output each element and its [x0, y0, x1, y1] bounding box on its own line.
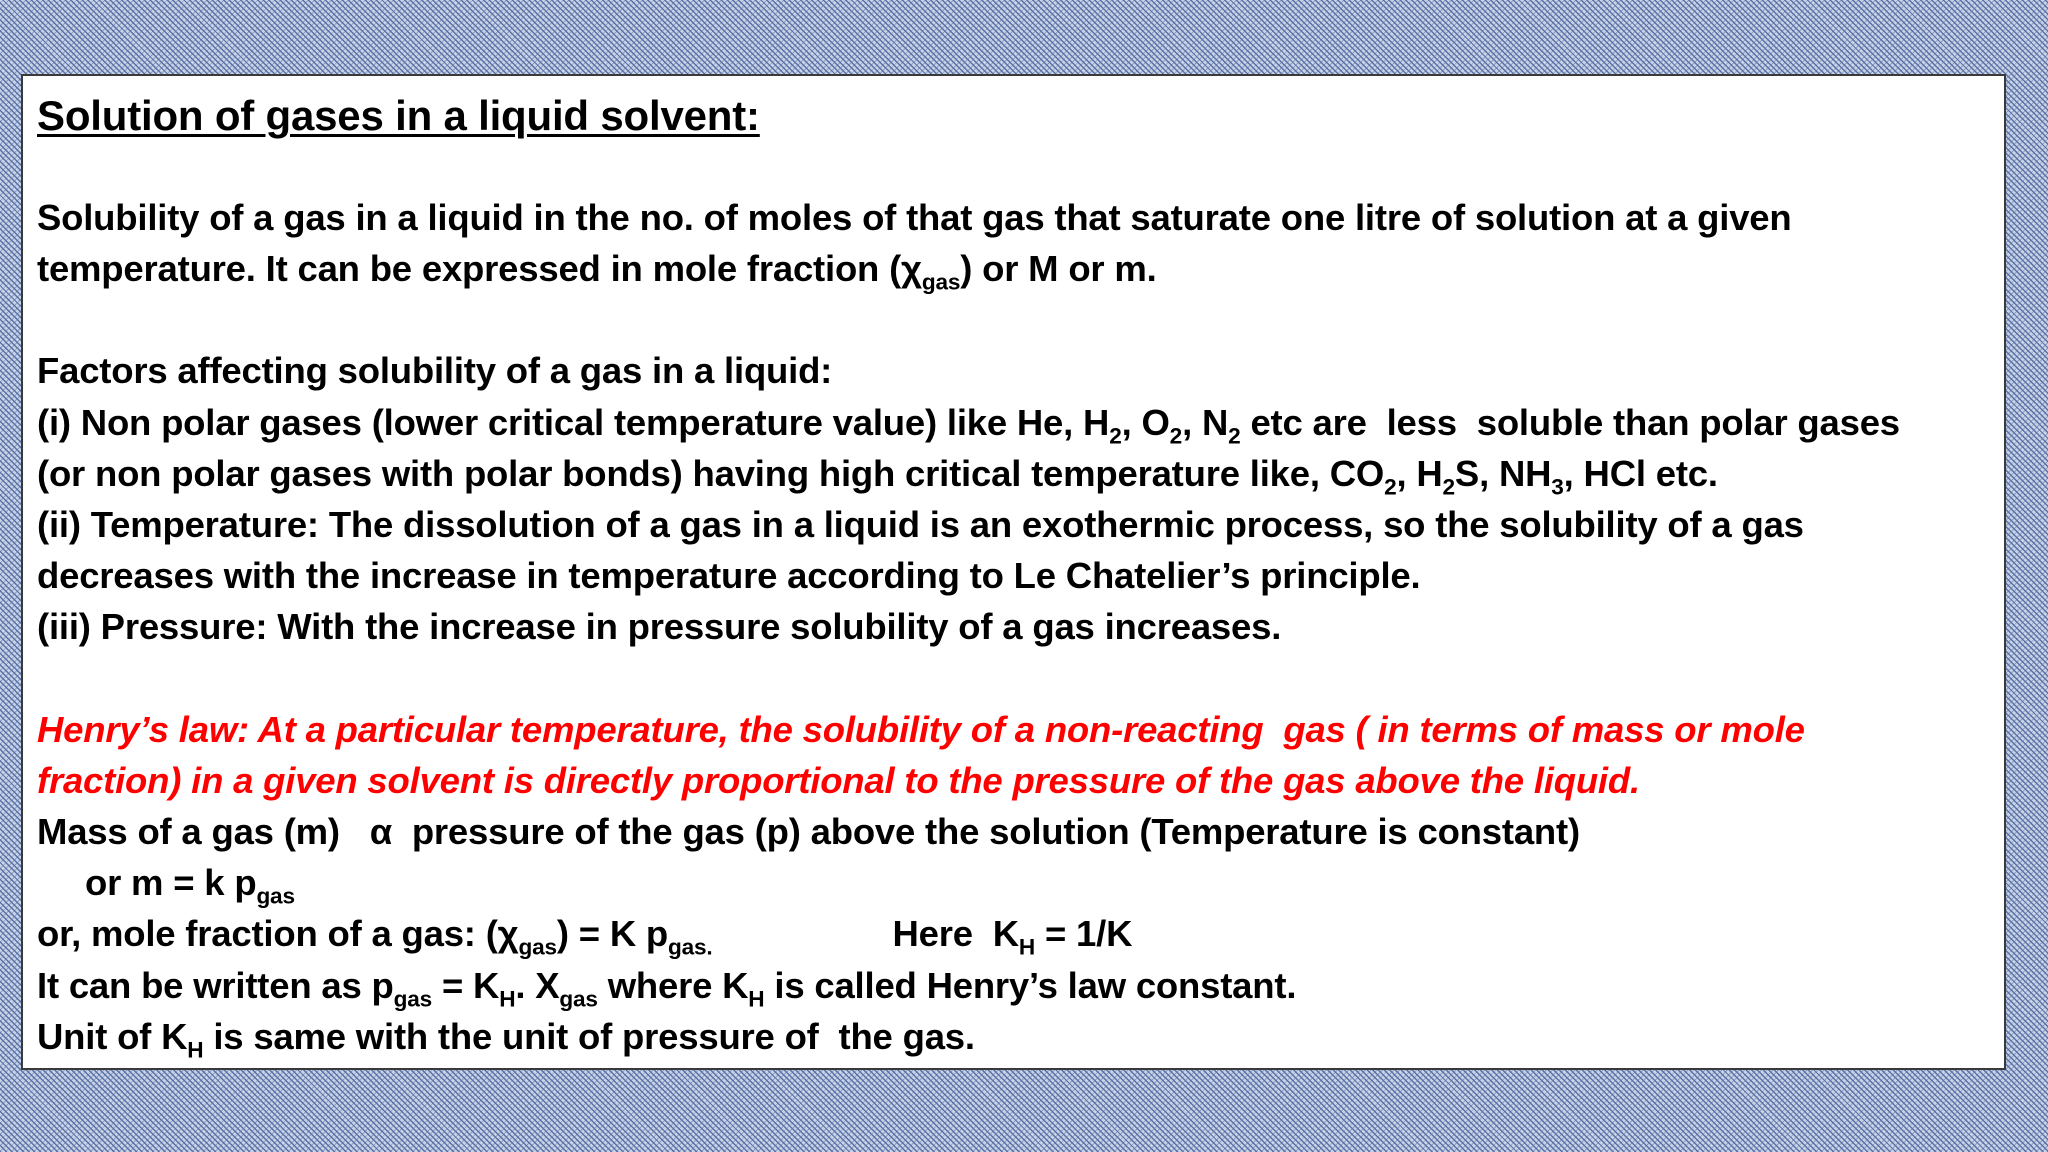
factor-2-line-1: (ii) Temperature: The dissolution of a gas in a liquid is an exothermic process, so the solubility of a gas [37, 504, 1804, 546]
unit-line: Unit of $K_H$ is same with the unit of pressure of the gas. [37, 1015, 975, 1063]
factor-1-line-1: (i) Non polar gases (lower critical temperature value) like He, $H_2$, $O_2$, $N_2$ etc are less soluble than polar gases [37, 401, 1900, 449]
slide-content [21, 74, 2006, 1070]
definition-line-2: temperature. It can be expressed in mole fraction $(\chi_{gas})$ or M or m. [37, 248, 1157, 295]
factors-heading: Factors affecting solubility of a gas in a liquid: [37, 350, 833, 392]
henry-law-line-1: Henry’s law: At a particular temperature, the solubility of a non-reacting gas ( in terms of mass or mole [37, 708, 1805, 750]
mass-equation: or m = k $p_{gas}$ [85, 862, 295, 909]
slide-title: Solution of gases in a liquid solvent: [37, 92, 760, 139]
factor-2-line-2: decreases with the increase in temperature according to Le Chatelier’s principle. [37, 555, 1421, 597]
henry-law-line-2: fraction) in a given solvent is directly proportional to the pressure of the gas above the liquid. [37, 759, 1640, 801]
factor-3: (iii) Pressure: With the increase in pressure solubility of a gas increases. [37, 606, 1282, 648]
definition-line-1: Solubility of a gas in a liquid in the no. of moles of that gas that saturate one litre of solution at a given [37, 197, 1792, 238]
mole-fraction-line: or, mole fraction of a gas: $(\chi_{gas}) = K$ $p_{gas.}$ Here $K_H = 1/K$ [37, 913, 1133, 961]
mass-proportional-line: Mass of a gas (m) α pressure of the gas (p) above the solution (Temperature is constant) [37, 811, 1580, 853]
henry-constant-line: It can be written as $p_{gas} = K_H$. $X_{gas}$ where $K_H$ is called Henry’s law constant. [37, 964, 1297, 1012]
factor-1-line-2: (or non polar gases with polar bonds) having high critical temperature like, $CO_2$, $H_2S$, $NH_3$, HCl etc. [37, 452, 1718, 500]
